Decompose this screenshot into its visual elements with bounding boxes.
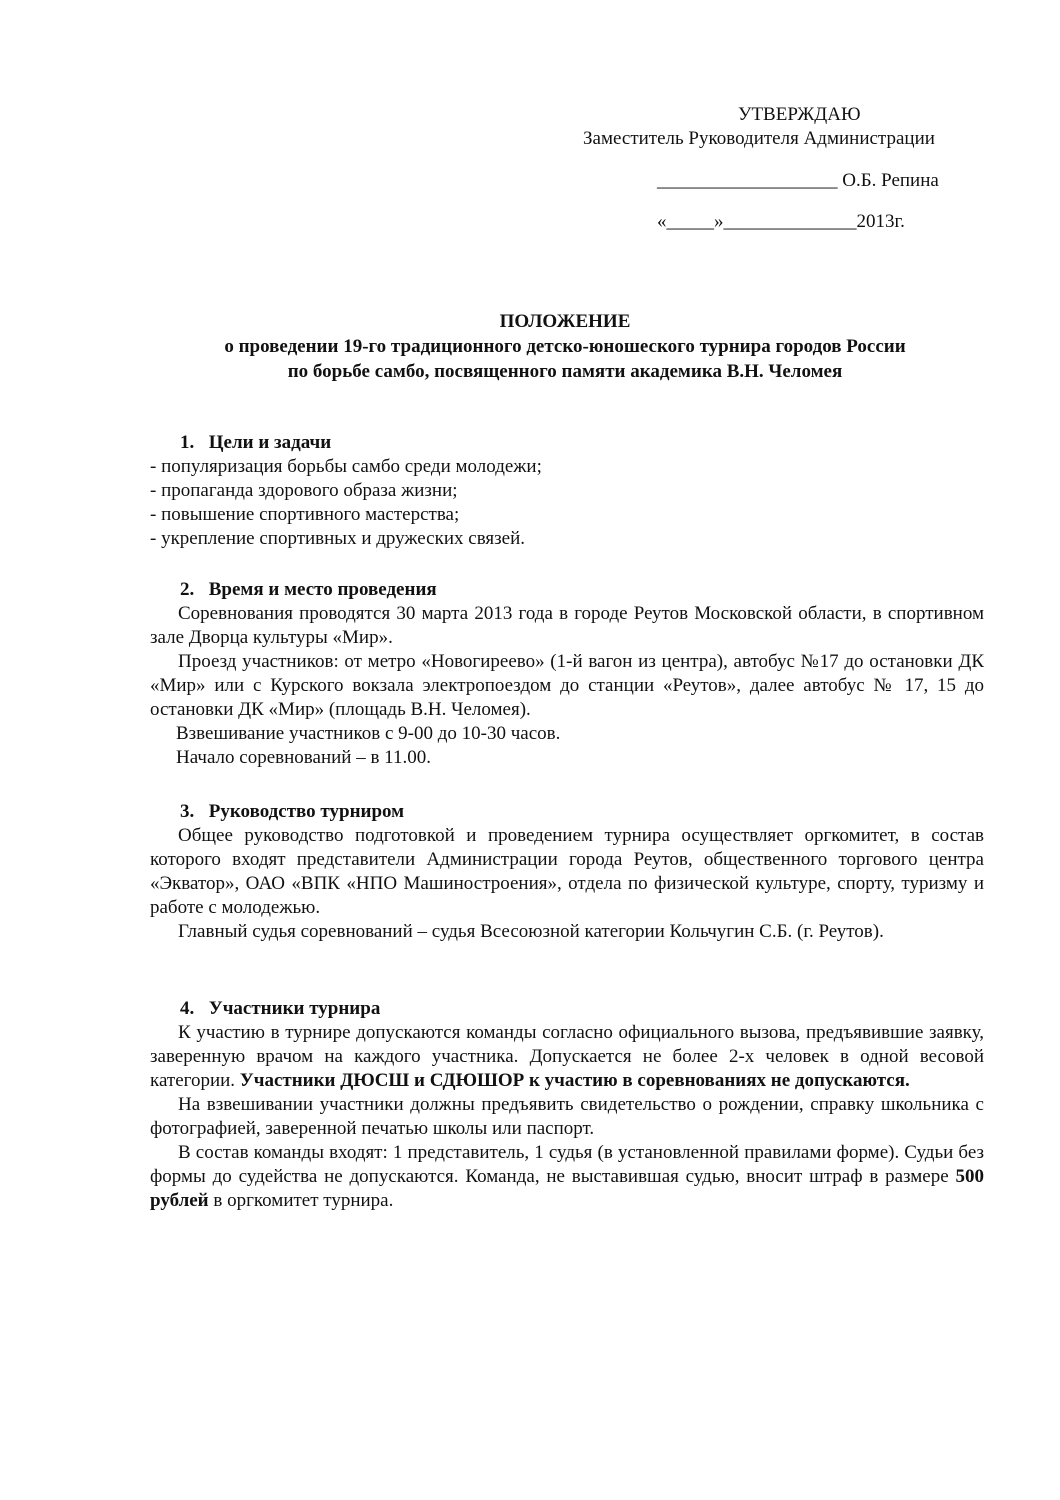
section-4-paragraph-1-text: К участию в турнире допускаются команды согласно официального вызова, предъявившие заявку, заверенную врачом на каждого участника. Допускается не более 2-х человек в одной весовой категории. — [150, 1022, 984, 1091]
section-2-heading — [150, 578, 984, 602]
section-1-title: Цели и задачи — [208, 432, 332, 453]
section-3-title: Руководство турниром — [208, 801, 405, 822]
section-4-heading — [150, 997, 984, 1021]
section-2 — [150, 578, 984, 770]
section-4-paragraph-3-text: В состав команды входят: 1 представитель, 1 судья (в установленной правилами форме). Судьи без формы до судейства не допускаются. Команда, не выставившая судью, вносит штраф в размере — [150, 1142, 984, 1187]
section-2-paragraph-4: Начало соревнований – в 11.00. — [176, 747, 431, 768]
list-item: - укрепление спортивных и дружеских связей. — [150, 528, 526, 549]
section-4-paragraph-2: На взвешивании участники должны предъявить свидетельство о рождении, справку школьника с фотографией, заверенной печатью школы или паспорт. — [150, 1094, 984, 1139]
section-1-heading — [150, 431, 984, 455]
list-item: - популяризация борьбы самбо среди молодежи; — [150, 456, 542, 477]
section-3-paragraph-1: Общее руководство подготовкой и проведением турнира осуществляет оргкомитет, в состав которого входят представители Администрации города Реутов, общественного торгового центра «Экватор», ОАО «ВПК «НПО Машиностроения», отдела по физической культуре, спорту, туризму и работе с молодежью. — [150, 825, 984, 918]
section-4-paragraph-1-bold: Участники ДЮСШ и СДЮШОР к участию в соревнованиях не допускаются. — [239, 1070, 910, 1091]
approval-date-line: «_____»______________2013г. — [657, 211, 905, 232]
section-3 — [150, 800, 984, 944]
title-line-1: ПОЛОЖЕНИЕ — [499, 311, 631, 332]
section-2-paragraph-1: Соревнования проводятся 30 марта 2013 года в городе Реутов Московской области, в спортивном зале Дворца культуры «Мир». — [150, 603, 984, 648]
title-line-3: по борьбе самбо, посвященного памяти академика В.Н. Челомея — [287, 361, 843, 382]
section-4-paragraph-1 — [150, 1021, 984, 1093]
section-4-number: 4. — [180, 998, 195, 1019]
approval-signature-line: ___________________ О.Б. Репина — [657, 170, 939, 191]
section-4-paragraph-3 — [150, 1141, 984, 1213]
section-4-title: Участники турнира — [208, 998, 381, 1019]
approval-position: Заместитель Руководителя Администрации — [583, 128, 935, 149]
approval-heading: УТВЕРЖДАЮ — [738, 104, 861, 125]
section-3-number: 3. — [180, 801, 195, 822]
title-line-2: о проведении 19-го традиционного детско-юношеского турнира городов России — [224, 336, 906, 357]
section-4-paragraph-3-end: в оргкомитет турнира. — [208, 1190, 394, 1211]
list-item: - повышение спортивного мастерства; — [150, 504, 460, 525]
section-3-paragraph-2: Главный судья соревнований – судья Всесоюзной категории Кольчугин С.Б. (г. Реутов). — [178, 921, 884, 942]
section-4-paragraph-3-bold: 500 рублей — [150, 1166, 984, 1211]
section-2-number: 2. — [180, 579, 195, 600]
section-2-paragraph-3: Взвешивание участников с 9-00 до 10-30 часов. — [176, 723, 561, 744]
section-1 — [150, 431, 984, 551]
section-3-heading — [150, 800, 984, 824]
section-1-number: 1. — [180, 432, 195, 453]
section-2-title: Время и место проведения — [208, 579, 437, 600]
document-title — [110, 309, 1020, 384]
list-item: - пропаганда здорового образа жизни; — [150, 480, 458, 501]
section-2-paragraph-2: Проезд участников: от метро «Новогиреево» (1-й вагон из центра), автобус №17 до остановки ДК «Мир» или с Курского вокзала электропоездом до станции «Реутов», далее автобус № 17, 15 до остановки ДК «Мир» (площадь В.Н. Челомея). — [150, 651, 984, 720]
section-4 — [150, 997, 984, 1213]
